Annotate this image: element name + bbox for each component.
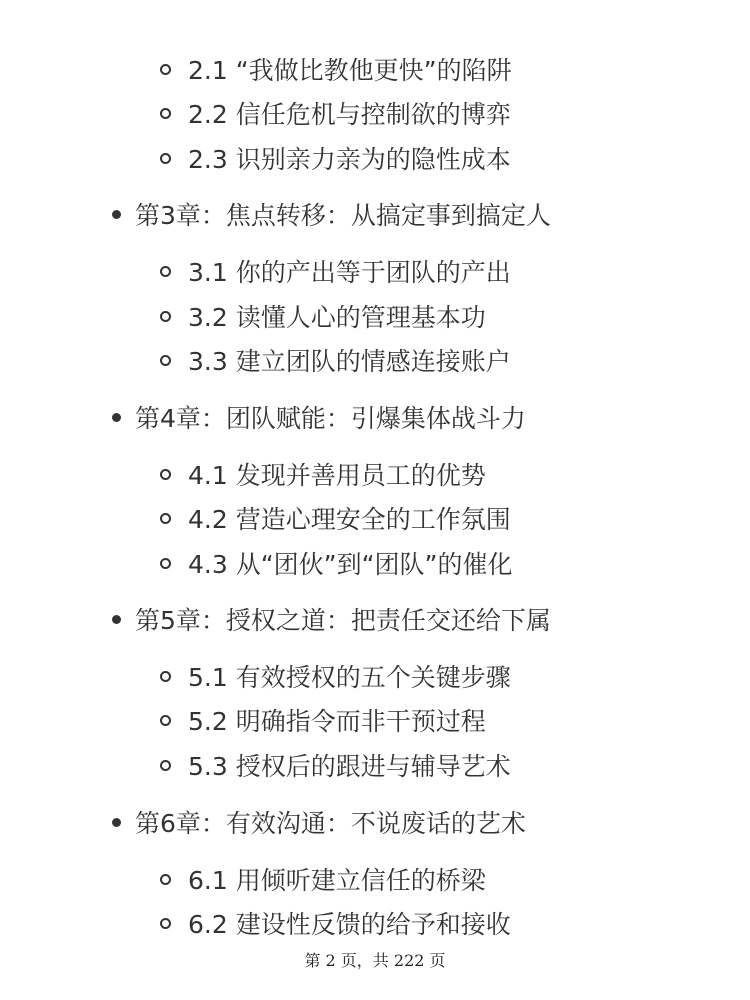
page-footer: 第 2 页，共 222 页	[304, 951, 446, 970]
toc-item-text: 2.3 识别亲力亲为的隐性成本	[188, 145, 511, 174]
bullet-circle-icon	[160, 715, 171, 726]
toc-section-item	[160, 297, 486, 337]
bullet-disc-icon	[112, 413, 121, 422]
toc-section-item	[160, 544, 513, 584]
toc-item-text: 第5章：授权之道：把责任交还给下属	[135, 606, 551, 635]
bullet-circle-icon	[160, 108, 171, 119]
toc-item-text: 第4章：团队赋能：引爆集体战斗力	[135, 404, 526, 433]
toc-item-text: 第3章：焦点转移：从搞定事到搞定人	[135, 201, 551, 230]
toc-item-text: 5.2 明确指令而非干预过程	[188, 707, 486, 736]
bullet-circle-icon	[160, 558, 171, 569]
toc-chapter-item	[112, 398, 526, 438]
toc-item-text: 4.3 从“团伙”到“团队”的催化	[188, 550, 513, 579]
toc-item-text: 2.2 信任危机与控制欲的博弈	[188, 100, 511, 129]
toc-item-text: 5.1 有效授权的五个关键步骤	[188, 663, 511, 692]
bullet-circle-icon	[160, 513, 171, 524]
toc-section-item	[160, 746, 511, 786]
toc-section-item	[160, 341, 511, 381]
toc-item-text: 3.1 你的产出等于团队的产出	[188, 258, 511, 287]
toc-section-item	[160, 904, 511, 944]
toc-chapter-item	[112, 195, 551, 235]
bullet-disc-icon	[112, 615, 121, 624]
toc-section-item	[160, 455, 486, 495]
bullet-circle-icon	[160, 874, 171, 885]
bullet-circle-icon	[160, 469, 171, 480]
toc-section-item	[160, 139, 511, 179]
toc-section-item	[160, 50, 512, 90]
toc-item-text: 5.3 授权后的跟进与辅导艺术	[188, 752, 511, 781]
bullet-disc-icon	[112, 210, 121, 219]
toc-item-text: 3.3 建立团队的情感连接账户	[188, 347, 511, 376]
toc-section-item	[160, 657, 511, 697]
toc-section-item	[160, 499, 511, 539]
bullet-circle-icon	[160, 918, 171, 929]
bullet-circle-icon	[160, 266, 171, 277]
bullet-circle-icon	[160, 64, 171, 75]
bullet-disc-icon	[112, 818, 121, 827]
toc-item-text: 第6章：有效沟通：不说废话的艺术	[135, 809, 526, 838]
toc-section-item	[160, 701, 486, 741]
bullet-circle-icon	[160, 311, 171, 322]
toc-item-text: 6.1 用倾听建立信任的桥梁	[188, 866, 486, 895]
toc-section-item	[160, 94, 511, 134]
bullet-circle-icon	[160, 153, 171, 164]
bullet-circle-icon	[160, 760, 171, 771]
toc-item-text: 4.1 发现并善用员工的优势	[188, 461, 486, 490]
toc-chapter-item	[112, 600, 551, 640]
toc-section-item	[160, 252, 511, 292]
toc-section-item	[160, 860, 486, 900]
toc-item-text: 6.2 建设性反馈的给予和接收	[188, 910, 511, 939]
toc-item-text: 2.1 “我做比教他更快”的陷阱	[188, 56, 512, 85]
toc-item-text: 4.2 营造心理安全的工作氛围	[188, 505, 511, 534]
bullet-circle-icon	[160, 671, 171, 682]
toc-chapter-item	[112, 803, 526, 843]
toc-item-text: 3.2 读懂人心的管理基本功	[188, 303, 486, 332]
bullet-circle-icon	[160, 355, 171, 366]
